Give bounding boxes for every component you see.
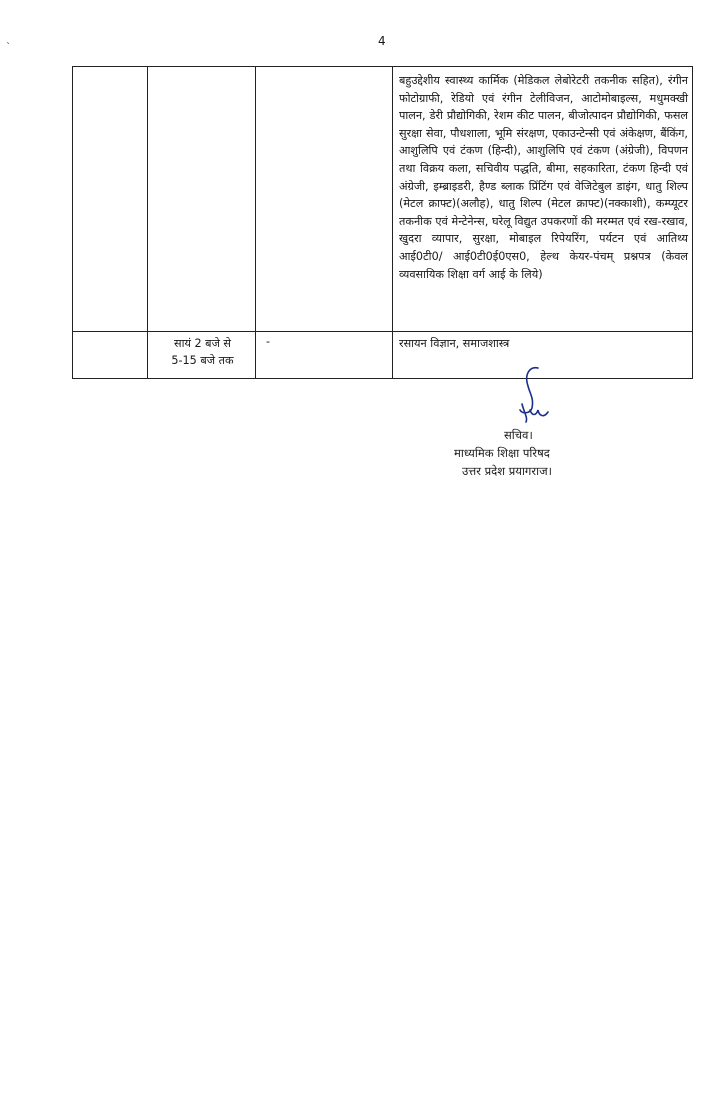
class-dash: - (266, 335, 271, 348)
table-row (73, 67, 693, 332)
subjects-text: रसायन विज्ञान, समाजशास्त्र (399, 337, 510, 350)
subjects-cell (393, 67, 693, 332)
corner-mark: ` (6, 42, 11, 53)
date-cell (73, 67, 148, 332)
board-location: उत्तर प्रदेश प्रयागराज। (462, 464, 552, 478)
date-cell (73, 332, 148, 379)
secretary-title: सचिव। (504, 428, 533, 442)
time-end: 5-15 बजे तक (171, 354, 234, 367)
handwritten-signature (508, 364, 556, 428)
subjects-text: बहुउद्देशीय स्वास्थ्य कार्मिक (मेडिकल लेबोरेटरी तकनीक सहित), रंगीन फोटोग्राफी, रेडियो एवं रंगीन टेलीविजन, आटोमोबाइल्स, मधुमक्खी पालन, डेरी प्रौद्योगिकी, रेशम कीट पालन, बीजोत्पादन प्रौद्योगिकी, फसल सुरक्षा सेवा, पौधशाला, भूमि संरक्षण, एकाउन्टेन्सी एवं अंकेक्षण, बैंकिंग, आशुलिपि एवं टंकण (हिन्दी), आशुलिपि एवं टंकण (अंग्रेजी), विपणन तथा विक्रय कला, सचिवीय पद्धति, बीमा, सहकारिता, टंकण हिन्दी एवं अंग्रेजी, इम्ब्राइडरी, हैण्ड ब्लाक प्रिंटिंग एवं वेजिटेबुल डाइंग, धातु शिल्प (मेटल क्राफ्ट)(अलौह), धातु शिल्प (मेटल क्राफ्ट)(नक्काशी), कम्प्यूटर तकनीक एवं मेन्टेनेन्स, घरेलू विद्युत उपकरणों की मरम्मत एवं रख-रखाव, खुदरा व्यापार, सुरक्षा, मोबाइल रिपेयरिंग, पर्यटन एवं आतिथ्य आई0टी0/ आई0टी0ई0एस0, हेल्थ केयर-पंचम् प्रश्नपत्र (केवल व्यवसायिक शिक्षा वर्ग आई के लिये) (399, 74, 688, 281)
time-cell (148, 332, 256, 379)
page-number: 4 (378, 34, 386, 48)
table-row (73, 332, 693, 379)
board-name: माध्यमिक शिक्षा परिषद (454, 446, 550, 460)
exam-schedule-table (72, 66, 693, 379)
class-cell (256, 67, 393, 332)
time-cell (148, 67, 256, 332)
time-text (148, 332, 255, 373)
time-start: सायं 2 बजे से (174, 337, 231, 350)
class-cell (256, 332, 393, 379)
